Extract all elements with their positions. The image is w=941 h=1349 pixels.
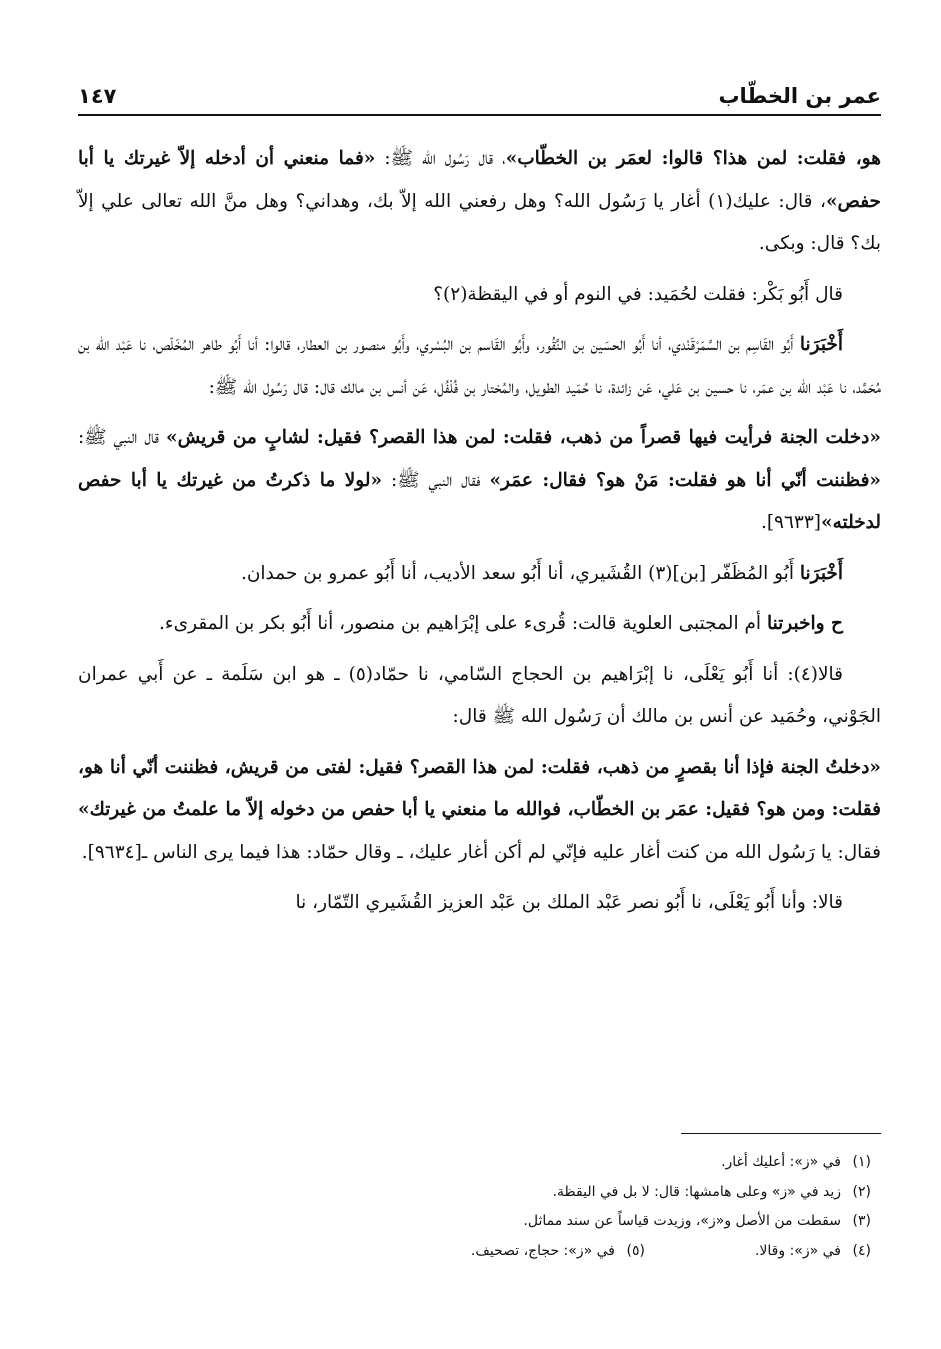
text-run: ، قال رَسُول الله ﷺ: <box>375 148 506 169</box>
footnote-2 <box>78 1178 871 1208</box>
running-header-title: عمر بن الخطّاب <box>718 84 881 108</box>
footnote-number: (٥) <box>626 1242 645 1259</box>
isnad-lead: ح واخبرتنا <box>766 613 843 634</box>
paragraph-5 <box>78 553 881 596</box>
header-rule <box>78 114 881 116</box>
isnad-lead: أَخْبَرَنا <box>799 334 843 355</box>
quote-text: هو، فقلت: لمن هذا؟ قالوا: لعمَر بن الخطّاب» <box>505 148 881 169</box>
footnote-number: (٢) <box>852 1183 871 1200</box>
footnote-rule <box>681 1133 881 1134</box>
text-run: ، قال: عليك(١) أغار يا رَسُول الله؟ وهل رفعني الله إلاّ بك، وهداني؟ وهل منَّ الله تعالى علي إلاّ بك؟ قال: وبكى. <box>78 190 881 254</box>
footnote-number: (٤) <box>852 1242 871 1259</box>
footnote-3 <box>78 1207 871 1237</box>
hadith-number: [٩٦٣٣]. <box>760 512 822 533</box>
quote-text: «دخلت الجنة فرأيت فيها قصراً من ذهب، فقلت: لمن هذا القصر؟ فقيل: لشابٍ من قريش» <box>166 427 881 448</box>
footnote-1 <box>78 1148 871 1178</box>
footnote-text: في «ز»: أعليك أغار. <box>721 1154 841 1170</box>
footnote-text: في «ز»: حجاج، تصحيف. <box>470 1242 615 1259</box>
quote-text: «فظننت أنّي أنا هو فقلت: مَنْ هو؟ فقال: عمَر» <box>489 469 881 491</box>
paragraph-6 <box>78 603 881 646</box>
text-run: أَبُو القَاسِم بن السَّمَرْقَنْدي، أنا أَبُو الحسَين بن النَّقُور، وأَبُو القَاسم بن البُسْري، وأَبُو منصور بن العطار، قالوا: أنا أَبُو طاهر المُخَلّص، نا عَبْد اللّه بن مُحَمَّد، نا عَبْد اللّه بن عمَر، نا حسين بن عَلي، عَن زائدة، نا حُمَيد الطويل، والمُختار بن فُلْفُل، عَن أنس بن مالك قال: قال رَسُول الله ﷺ: <box>78 334 881 398</box>
page-number: ١٤٧ <box>78 84 117 108</box>
text-run: قال النبي ﷺ: <box>78 427 166 448</box>
footnote-text: في «ز»: وقالا. <box>754 1242 841 1259</box>
paragraph-9: قالا: وأنا أَبُو يَعْلَى، نا أَبُو نصر عَبْد الملك بن عَبْد العزيز القُشَيري التّمّار، نا <box>295 892 843 913</box>
quote-text: «دخلتُ الجنة فإذا أنا بقصرٍ من ذهب، فقلت: لمن هذا القصر؟ فقيل: لفتى من قريش، فظننت أنّي أنا هو، فقلت: ومن هو؟ فقيل: عمَر بن الخطّاب، فوالله ما منعني يا أبا حفص من دخوله إلاّ ما علمتُ من غيرتك» <box>78 756 881 820</box>
text-run: أَبُو المُظَفّر [بن](٣) القُشَيري، أنا أَبُو سعد الأديب، أنا أَبُو عمرو بن حمدان. <box>240 562 800 584</box>
paragraph-4 <box>78 417 881 545</box>
footnote-number: (١) <box>852 1154 871 1170</box>
paragraph-3 <box>78 324 881 409</box>
isnad-lead: أَخْبَرَنا <box>799 562 843 584</box>
footnote-number: (٣) <box>852 1213 871 1229</box>
footnotes <box>78 1148 871 1266</box>
quote-text: «لولا ما ذكرتُ من غيرتك يا أبا حفص لدخلته» <box>78 469 881 533</box>
main-text <box>78 138 881 933</box>
text-run: فقال: يا رَسُول الله من كنت أغار عليه فإنّي لم أكن أغار عليك، ـ وقال حمّاد: هذا فيما يرى الناس ـ[٩٦٣٤]. <box>81 841 881 863</box>
quote-text: «فما منعني أن أدخله إلاّ غيرتك يا أبا حفص» <box>78 148 881 212</box>
paragraph-2: قال أَبُو بَكْر: فقلت لحُمَيد: في النوم أو في اليقظة(٢)؟ <box>433 283 843 305</box>
text-run: فقال النبي ﷺ: <box>382 469 490 491</box>
paragraph-7: قالا(٤): أنا أَبُو يَعْلَى، نا إبْرَاهيم بن الحجاج السّامي، نا حمّاد(٥) ـ هو ابن سَلَمة ـ عن أَبي عمران الجَوْني، وحُمَيد عن أنس بن مالك أن رَسُول الله ﷺ قال: <box>78 663 881 727</box>
footnote-text: سقطت من الأصل و«ز»، وزيدت قياساً عن سند مماثل. <box>523 1213 841 1229</box>
paragraph-1 <box>78 138 881 266</box>
text-run: أم المجتبى العلوية قالت: قُرىء على إبْرَاهيم بن منصور، أنا أَبُو بكر بن المقرىء. <box>159 613 767 634</box>
footnote-row-4-5 <box>78 1237 871 1267</box>
paragraph-8 <box>78 747 881 875</box>
footnote-text: زيد في «ز» وعلى هامشها: قال: لا بل في اليقظة. <box>552 1183 841 1200</box>
